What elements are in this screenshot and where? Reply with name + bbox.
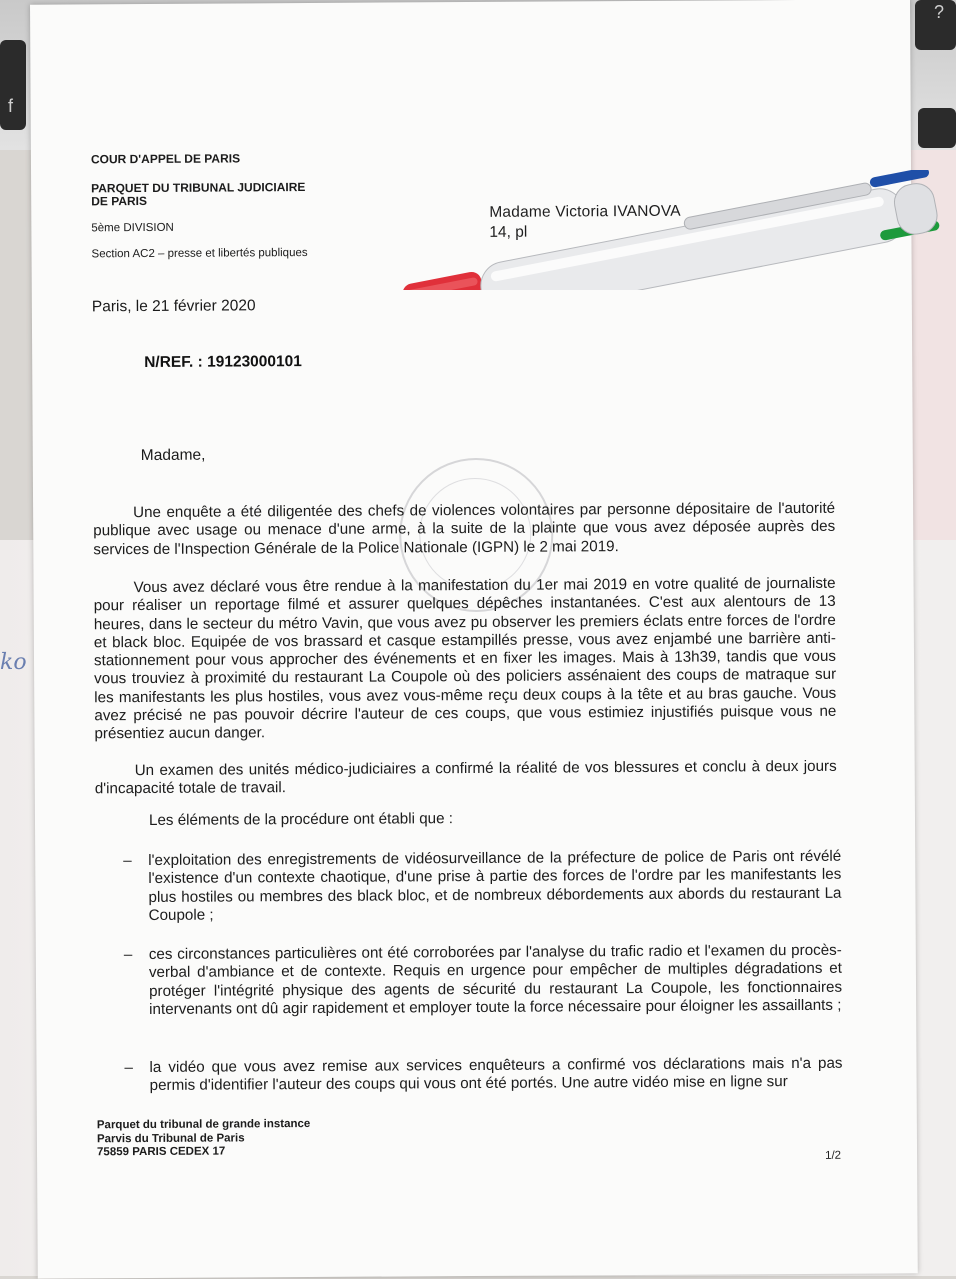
paragraph-text: Une enquête a été diligentée des chefs de violences volontaires par personne dépositaire de l'autorité publique avec usage ou menace d'une arme, à la suite de la plainte que vous avez déposée auprès des services de l'Inspection Générale de la Police Nationale (IGPN) le 2 mai 2019. — [93, 499, 836, 558]
page-number: 1/2 — [825, 1149, 842, 1162]
finding-item — [95, 848, 841, 926]
ballpoint-pen — [355, 170, 955, 290]
paragraph-facts — [94, 575, 837, 744]
handwriting-scribble: ko — [0, 650, 27, 675]
bullet-dash: – — [123, 946, 133, 964]
recipient-address: 14, pl — [489, 223, 528, 241]
footer-address — [97, 1118, 311, 1160]
parquet-city: DE PARIS — [91, 193, 148, 209]
reference-number: N/REF. : 19123000101 — [144, 353, 302, 371]
bullet-dash: – — [124, 1059, 134, 1077]
keyboard-key — [918, 108, 956, 148]
finding-item — [96, 1055, 842, 1096]
court-name: COUR D'APPEL DE PARIS — [90, 151, 241, 167]
findings-intro: Les éléments de la procédure ont établi que : — [148, 810, 453, 829]
keyboard-glyph: f — [8, 96, 14, 116]
paragraph-text: Vous avez déclaré vous être rendue à la manifestation du 1er mai 2019 en votre qualité de journaliste pour réaliser un reportage filmé et assurer quelques dépêches instantanées. C'est aux alentours de 13 heures, dans le secteur du métro Vavin, que vous avez pu observer les premiers éclats entre forces de l'ordre et black bloc. Equipée de vos brassard et casque estampillés presse, vous avez enjambé une barrière anti-stationnement pour vous approcher des événements et en fixer les images. Mais à 13h39, tandis que vous vous trouviez à proximité du restaurant La Coupole où des policiers assénaient des coups de matraque sur les manifestants les plus hostiles, vous avez vous-même reçu deux coups à la tête et au bras gauche. Vous avez précisé ne pas pouvoir décrire l'auteur de ces coups, que vous estimiez injustifiés puisque vous ne présentiez aucun danger. — [93, 574, 837, 743]
date-line: Paris, le 21 février 2020 — [91, 297, 256, 316]
footer-line: Parvis du Tribunal de Paris — [96, 1131, 245, 1145]
parquet-name: PARQUET DU TRIBUNAL JUDICIAIRE — [91, 180, 306, 196]
finding-text: la vidéo que vous avez remise aux services enquêteurs a confirmé vos déclarations mais n'a pas permis d'identifier l'auteur des coups qui vous ont été portés. Une autre vidéo mise en ligne sur — [149, 1054, 843, 1095]
recipient-name: Madame Victoria IVANOVA — [489, 202, 681, 221]
finding-text: l'exploitation des enregistrements de vidéosurveillance de la préfecture de police de Paris ont révélé l'existence d'un contexte chaotique, d'une prise à partie des forces de l'ordre par les manifestants les plus hostiles ou membres des black bloc, et de nombreux débordements aux abords du restaurant La Coupole ; — [148, 847, 842, 924]
keyboard-glyph: ? — [934, 2, 945, 22]
footer-line: 75859 PARIS CEDEX 17 — [96, 1145, 226, 1159]
paragraph-complaint — [93, 500, 835, 559]
section: Section AC2 – presse et libertés publiques — [91, 246, 308, 261]
finding-item — [96, 942, 842, 1020]
finding-text: ces circonstances particulières ont été corroborées par l'analyse du trafic radio et l'examen du procès-verbal d'ambiance et de contexte. Requis en urgence pour empêcher de multiples dégradations et protéger l'intégrité physique des agents de sécurité du restaurant La Coupole, les fonctionnaires intervenants ont dû agir rapidement et employer toute la force nécessaire pour éloigner les assaillants ; — [148, 941, 843, 1018]
division: 5ème DIVISION — [91, 221, 174, 235]
salutation: Madame, — [140, 446, 206, 465]
bullet-dash: – — [123, 852, 132, 870]
footer-line: Parquet du tribunal de grande instance — [96, 1117, 311, 1132]
paragraph-text: Un examen des unités médico-judiciaires a confirmé la réalité de vos blessures et conclu à deux jours d'incapacité totale de travail. — [94, 757, 837, 798]
paragraph-medical — [95, 758, 837, 799]
